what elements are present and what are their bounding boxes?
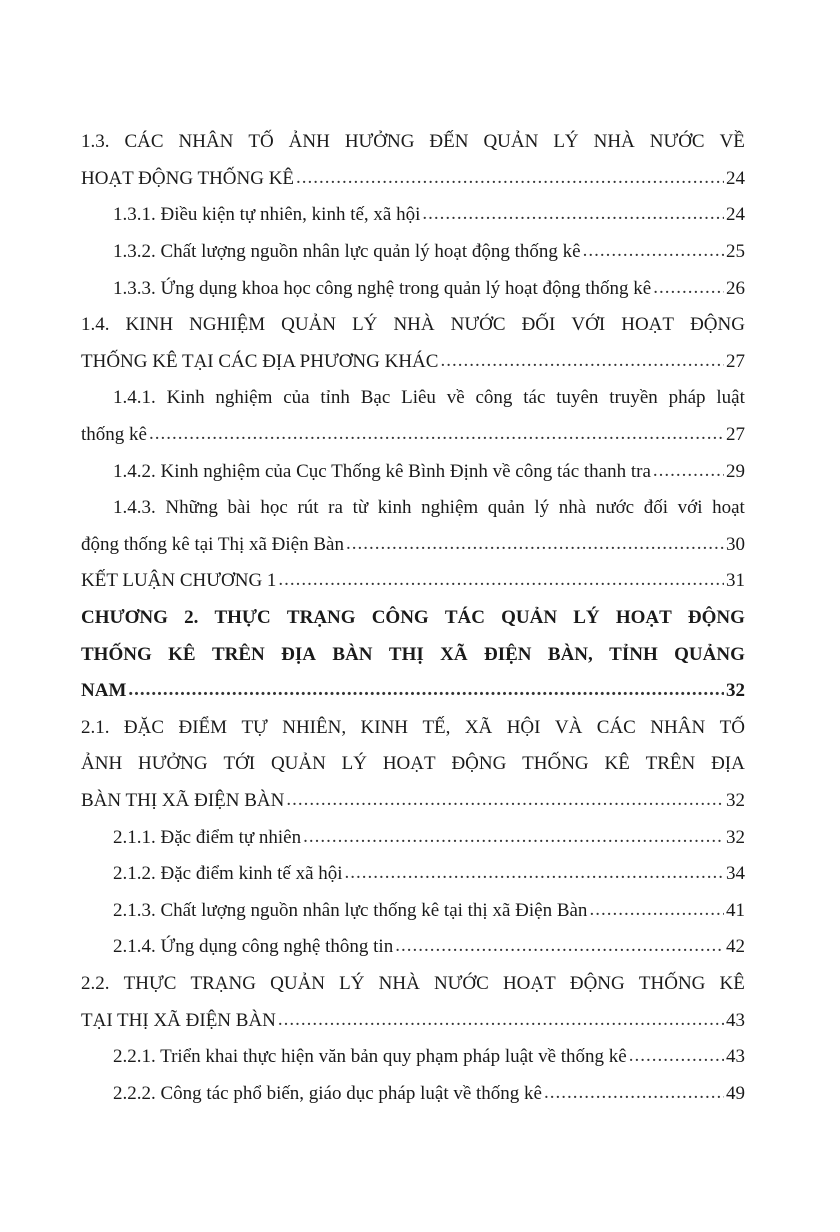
toc-word: HOẠT	[382, 753, 436, 775]
toc-leader-dots	[286, 789, 724, 811]
toc-line	[81, 710, 745, 747]
toc-word: 1.4.	[81, 314, 110, 336]
toc-line	[81, 490, 745, 527]
toc-page-number: 31	[726, 570, 745, 592]
toc-word: VỀ	[719, 131, 745, 153]
toc-line	[81, 234, 745, 271]
toc-word: Những	[165, 497, 218, 519]
toc-leader-dots	[583, 240, 724, 262]
toc-page-number: 43	[726, 1009, 745, 1031]
toc-word: luật	[716, 387, 745, 409]
toc-entry-title: THỐNG KÊ TẠI CÁC ĐỊA PHƯƠNG KHÁC	[81, 350, 439, 372]
toc-line	[81, 307, 745, 344]
toc-word: ĐẶC	[123, 716, 165, 738]
toc-line	[81, 746, 745, 783]
toc-leader-dots	[544, 1082, 724, 1104]
toc-word: XÃ	[440, 643, 468, 665]
toc-word: Kinh	[166, 387, 205, 409]
toc-leader-dots	[629, 1045, 724, 1067]
toc-page-number: 49	[726, 1082, 745, 1104]
toc-word: HƯỞNG	[344, 131, 415, 153]
toc-entry-title: KẾT LUẬN CHƯƠNG 1	[81, 570, 277, 592]
toc-word: nước	[595, 497, 635, 519]
toc-word: kinh	[377, 497, 412, 519]
toc-word: 2.	[184, 607, 199, 629]
toc-word: 2.2.	[81, 972, 110, 994]
toc-word: 1.4.3.	[113, 497, 156, 519]
toc-page-number: 26	[726, 277, 745, 299]
toc-leader-dots	[149, 423, 724, 445]
toc-word: KÊ	[604, 753, 630, 775]
toc-line	[81, 856, 745, 893]
toc-word: 2.1.	[81, 716, 110, 738]
toc-word: tỉnh	[320, 387, 350, 409]
toc-word: công	[475, 387, 513, 409]
toc-word: Bạc	[360, 387, 391, 409]
toc-word: truyền	[609, 387, 658, 409]
toc-word: LÝ	[573, 607, 600, 629]
toc-entry-title: 2.1.3. Chất lượng nguồn nhân lực thống kê tại thị xã Điện Bàn	[113, 899, 588, 921]
toc-word: tác	[523, 387, 546, 409]
toc-word: ĐIỂM	[178, 716, 228, 738]
toc-entry-title: 1.3.1. Điều kiện tự nhiên, kinh tế, xã hội	[113, 204, 421, 226]
toc-word: nghiệm	[421, 497, 479, 519]
toc-entry-title: 1.3.3. Ứng dụng khoa học công nghệ trong quản lý hoạt động thống kê	[113, 277, 652, 299]
toc-word: LÝ	[339, 972, 365, 994]
toc-leader-dots	[296, 167, 724, 189]
toc-leader-dots	[422, 203, 724, 225]
toc-word: LÝ	[352, 314, 378, 336]
toc-line	[81, 453, 745, 490]
toc-word: TỰ	[241, 716, 268, 738]
toc-word: VỚI	[571, 314, 606, 336]
toc-line	[81, 563, 745, 600]
toc-entry-title: NAM	[81, 680, 127, 702]
toc-word: BÀN	[332, 643, 373, 665]
toc-word: XÃ	[464, 716, 493, 738]
toc-word: lý	[534, 497, 550, 519]
toc-word: TỐ	[248, 131, 274, 153]
toc-leader-dots	[345, 862, 724, 884]
toc-line	[81, 783, 745, 820]
toc-page-number: 24	[726, 167, 745, 189]
toc-word: HOẠT	[615, 607, 672, 629]
toc-word: TỚI	[223, 753, 256, 775]
toc-line	[81, 270, 745, 307]
toc-word: đối	[643, 497, 669, 519]
toc-word: ĐỐI	[521, 314, 556, 336]
toc-word: KÊ	[168, 643, 196, 665]
toc-word: nghiệm	[215, 387, 273, 409]
toc-word: KINH	[360, 716, 409, 738]
toc-word: CHƯƠNG	[81, 607, 168, 629]
toc-word: TẾ,	[422, 716, 451, 738]
toc-word: THỐNG	[81, 643, 152, 665]
toc-page-number: 43	[726, 1046, 745, 1068]
toc-word: NGHIỆM	[189, 314, 266, 336]
toc-word: QUẢN	[501, 607, 558, 629]
toc-entry-title: 1.3.2. Chất lượng nguồn nhân lực quản lý hoạt động thống kê	[113, 241, 581, 263]
toc-line	[81, 1075, 745, 1112]
toc-word: nhà	[558, 497, 587, 519]
toc-word: TÁC	[444, 607, 485, 629]
toc-word: THỐNG	[638, 972, 706, 994]
toc-word: KINH	[125, 314, 174, 336]
toc-word: pháp	[668, 387, 706, 409]
table-of-contents	[81, 124, 745, 1112]
toc-word: HỘI	[506, 716, 541, 738]
toc-word: NHÀ	[378, 972, 420, 994]
toc-line	[81, 417, 745, 454]
toc-page-number: 27	[726, 350, 745, 372]
toc-word: CÔNG	[371, 607, 429, 629]
toc-line	[81, 380, 745, 417]
toc-page-number: 32	[726, 826, 745, 848]
toc-page-number: 25	[726, 241, 745, 263]
toc-line	[81, 600, 745, 637]
toc-word: NHÂN	[178, 131, 234, 153]
toc-word: ĐỘNG	[451, 753, 507, 775]
toc-word: QUẢN	[281, 314, 337, 336]
toc-line	[81, 527, 745, 564]
toc-entry-title: 2.1.1. Đặc điểm tự nhiên	[113, 826, 302, 848]
toc-line	[81, 161, 745, 198]
toc-line	[81, 124, 745, 161]
toc-page-number: 42	[726, 936, 745, 958]
toc-leader-dots	[589, 899, 724, 921]
toc-word: TRẠNG	[190, 972, 256, 994]
toc-word: LÝ	[341, 753, 367, 775]
toc-leader-dots	[128, 679, 724, 701]
toc-entry-title: HOẠT ĐỘNG THỐNG KÊ	[81, 167, 295, 189]
toc-word: TRẠNG	[286, 607, 356, 629]
toc-entry-title: 1.4.2. Kinh nghiệm của Cục Thống kê Bình Định về công tác thanh tra	[113, 460, 651, 482]
toc-line	[81, 929, 745, 966]
toc-line	[81, 966, 745, 1003]
toc-entry-title: 2.2.1. Triển khai thực hiện văn bản quy phạm pháp luật về thống kê	[113, 1046, 627, 1068]
toc-word: NƯỚC	[433, 972, 489, 994]
toc-word: BÀN,	[547, 643, 593, 665]
toc-entry-title: BÀN THỊ XÃ ĐIỆN BÀN	[81, 789, 285, 811]
toc-word: ĐỘNG	[690, 314, 745, 336]
toc-word: NHÂN	[650, 716, 706, 738]
toc-word: 1.3.	[81, 131, 110, 153]
toc-line	[81, 197, 745, 234]
toc-word: KÊ	[719, 972, 745, 994]
toc-page-number: 30	[726, 533, 745, 555]
toc-word: ẢNH	[81, 753, 123, 775]
toc-word: ĐỘNG	[569, 972, 625, 994]
toc-word: ĐẾN	[429, 131, 469, 153]
toc-word: rút	[297, 497, 319, 519]
toc-word: QUẢN	[270, 972, 326, 994]
toc-entry-title: thống kê	[81, 424, 147, 446]
toc-word: NƯỚC	[450, 314, 506, 336]
toc-line	[81, 1039, 745, 1076]
toc-word: QUẢN	[270, 753, 326, 775]
toc-entry-title: TẠI THỊ XÃ ĐIỆN BÀN	[81, 1009, 276, 1031]
toc-leader-dots	[303, 826, 724, 848]
toc-line	[81, 636, 745, 673]
toc-word: CÁC	[596, 716, 636, 738]
toc-page-number: 34	[726, 863, 745, 885]
toc-word: ĐỊA	[711, 753, 745, 775]
toc-leader-dots	[653, 277, 724, 299]
toc-line	[81, 819, 745, 856]
toc-word: TRÊN	[645, 753, 696, 775]
toc-entry-title: 2.1.4. Ứng dụng công nghệ thông tin	[113, 936, 394, 958]
toc-word: về	[446, 387, 465, 409]
toc-line	[81, 673, 745, 710]
toc-leader-dots	[653, 460, 724, 482]
toc-word: tuyên	[556, 387, 599, 409]
toc-word: ĐIỆN	[484, 643, 532, 665]
toc-page-number: 32	[726, 789, 745, 811]
toc-page-number: 41	[726, 899, 745, 921]
toc-word: NHÀ	[593, 131, 635, 153]
toc-word: VÀ	[554, 716, 583, 738]
toc-word: THỰC	[123, 972, 177, 994]
toc-page-number: 27	[726, 424, 745, 446]
toc-word: QUẢNG	[674, 643, 745, 665]
toc-leader-dots	[278, 1009, 724, 1031]
toc-word: TRÊN	[211, 643, 265, 665]
toc-line	[81, 892, 745, 929]
toc-leader-dots	[440, 350, 724, 372]
toc-word: HOẠT	[502, 972, 556, 994]
toc-entry-title: 2.2.2. Công tác phổ biến, giáo dục pháp luật về thống kê	[113, 1082, 542, 1104]
toc-word: NHIÊN,	[282, 716, 347, 738]
toc-word: HOẠT	[621, 314, 675, 336]
toc-word: NƯỚC	[649, 131, 705, 153]
toc-word: bài	[227, 497, 251, 519]
toc-page-number: 24	[726, 204, 745, 226]
toc-word: từ	[352, 497, 369, 519]
toc-leader-dots	[346, 533, 724, 555]
toc-word: ĐỘNG	[687, 607, 745, 629]
toc-page-number: 32	[726, 680, 745, 702]
toc-leader-dots	[278, 569, 724, 591]
toc-entry-title: động thống kê tại Thị xã Điện Bàn	[81, 533, 344, 555]
toc-entry-title: 2.1.2. Đặc điểm kinh tế xã hội	[113, 863, 343, 885]
toc-word: THỐNG	[522, 753, 589, 775]
toc-word: với	[677, 497, 703, 519]
toc-word: ẢNH	[288, 131, 330, 153]
toc-word: QUẢN	[483, 131, 539, 153]
toc-word: học	[260, 497, 288, 519]
toc-word: NHÀ	[393, 314, 435, 336]
toc-word: HƯỞNG	[138, 753, 208, 775]
toc-word: LÝ	[553, 131, 579, 153]
toc-leader-dots	[395, 935, 724, 957]
toc-line	[81, 1002, 745, 1039]
toc-word: THỊ	[388, 643, 424, 665]
toc-word: 1.4.1.	[113, 387, 156, 409]
toc-word: ra	[328, 497, 343, 519]
toc-line	[81, 344, 745, 381]
toc-word: THỰC	[214, 607, 271, 629]
toc-word: Liêu	[401, 387, 436, 409]
toc-word: CÁC	[124, 131, 164, 153]
toc-word: ĐỊA	[281, 643, 316, 665]
toc-word: hoạt	[712, 497, 745, 519]
toc-word: TỐ	[719, 716, 745, 738]
toc-word: của	[283, 387, 310, 409]
toc-word: quản	[487, 497, 525, 519]
toc-page-number: 29	[726, 460, 745, 482]
toc-word: TỈNH	[609, 643, 658, 665]
